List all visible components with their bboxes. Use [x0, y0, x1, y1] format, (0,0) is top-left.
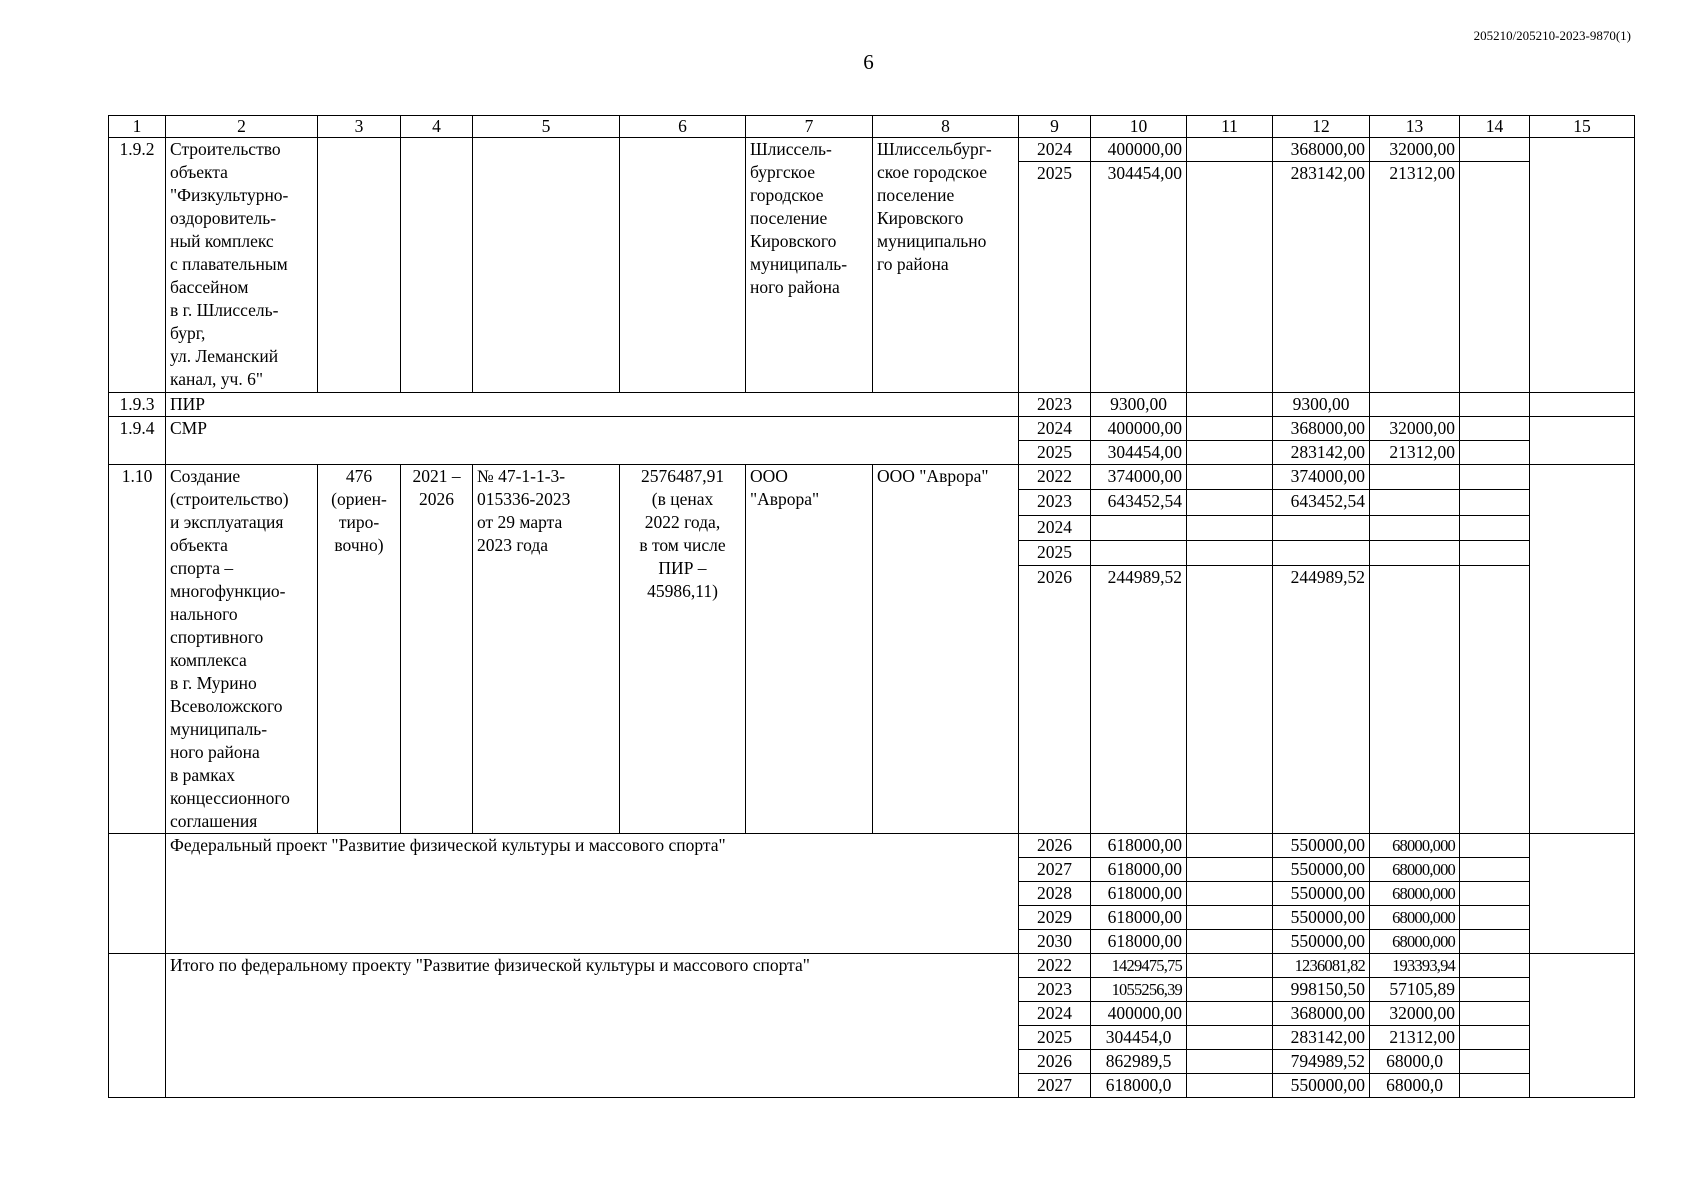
- year-cell: 2024: [1019, 515, 1091, 540]
- year-cell: 2024: [1019, 138, 1091, 162]
- year-cell: 2027: [1019, 1074, 1091, 1098]
- amount-total: 9300,00: [1091, 393, 1187, 417]
- cell: [1187, 834, 1273, 858]
- year-cell: 2025: [1019, 441, 1091, 465]
- amount-regional: 68000,000: [1370, 834, 1460, 858]
- cell: [1460, 1074, 1530, 1098]
- year-cell: 2023: [1019, 490, 1091, 515]
- estimated-cost: 2576487,91 (в ценах 2022 года, в том числе ПИР – 45986,11): [620, 465, 746, 834]
- amount-regional: 68000,000: [1370, 930, 1460, 954]
- amount-federal: 9300,00: [1273, 393, 1370, 417]
- amount-federal: 368000,00: [1273, 417, 1370, 441]
- cell: [1460, 1050, 1530, 1074]
- cell: [1187, 978, 1273, 1002]
- object-name: Создание (строительство) и эксплуатация объекта спорта – многофункцио- нального спортивного комплекса в г. Мурино Всеволожского муниципаль- ного района в рамках концессионного соглашения: [166, 465, 318, 834]
- cell: [1530, 393, 1635, 417]
- cell: [109, 954, 166, 1098]
- amount-federal: 550000,00: [1273, 930, 1370, 954]
- table-row: [109, 465, 1635, 490]
- row-number: 1.9.4: [109, 417, 166, 465]
- stage-name: ПИР: [166, 393, 1019, 417]
- cell: [1460, 930, 1530, 954]
- amount-regional: 32000,00: [1370, 138, 1460, 162]
- col-header: 13: [1370, 116, 1460, 138]
- year-cell: 2023: [1019, 978, 1091, 1002]
- year-cell: 2026: [1019, 1050, 1091, 1074]
- table-row: [109, 393, 1635, 417]
- row-number: 1.9.2: [109, 138, 166, 393]
- cell: [1460, 858, 1530, 882]
- row-number: 1.9.3: [109, 393, 166, 417]
- cell: [1187, 954, 1273, 978]
- cell: [1187, 393, 1273, 417]
- amount-total: 618000,00: [1091, 930, 1187, 954]
- amount-regional: [1370, 566, 1460, 834]
- cell: [1460, 441, 1530, 465]
- column-header-row: [109, 116, 1635, 138]
- amount-total: 400000,00: [1091, 138, 1187, 162]
- construction-period: 2021 – 2026: [401, 465, 473, 834]
- amount-total: 618000,00: [1091, 882, 1187, 906]
- amount-federal: 368000,00: [1273, 1002, 1370, 1026]
- cell: [1530, 417, 1635, 465]
- amount-regional: 32000,00: [1370, 417, 1460, 441]
- expertise-conclusion: № 47-1-1-3- 015336-2023 от 29 марта 2023 года: [473, 465, 620, 834]
- cell: [1187, 417, 1273, 441]
- cell: [1530, 138, 1635, 393]
- cell: [620, 138, 746, 393]
- amount-federal: 550000,00: [1273, 834, 1370, 858]
- amount-total: [1091, 515, 1187, 540]
- amount-federal: 368000,00: [1273, 138, 1370, 162]
- cell: [1460, 540, 1530, 565]
- year-cell: 2027: [1019, 858, 1091, 882]
- amount-total: 400000,00: [1091, 1002, 1187, 1026]
- cell: [1460, 490, 1530, 515]
- cell: [1187, 138, 1273, 162]
- amount-federal: 550000,00: [1273, 882, 1370, 906]
- amount-regional: [1370, 515, 1460, 540]
- cell: [1187, 465, 1273, 490]
- cell: [1530, 954, 1635, 1098]
- year-cell: 2029: [1019, 906, 1091, 930]
- cell: [1530, 465, 1635, 834]
- amount-regional: [1370, 465, 1460, 490]
- amount-federal: 550000,00: [1273, 906, 1370, 930]
- amount-regional: 21312,00: [1370, 441, 1460, 465]
- funding-table: [108, 115, 1635, 1098]
- row-number: 1.10: [109, 465, 166, 834]
- cell: [1187, 490, 1273, 515]
- cell: [109, 834, 166, 954]
- amount-federal: 244989,52: [1273, 566, 1370, 834]
- year-cell: 2030: [1019, 930, 1091, 954]
- stage-name: СМР: [166, 417, 1019, 465]
- year-cell: 2023: [1019, 393, 1091, 417]
- year-cell: 2026: [1019, 834, 1091, 858]
- year-cell: 2025: [1019, 162, 1091, 393]
- cell: [1187, 882, 1273, 906]
- amount-total: 304454,0: [1091, 1026, 1187, 1050]
- col-header: 6: [620, 116, 746, 138]
- capacity: 476 (ориен- тиро- вочно): [318, 465, 401, 834]
- cell: [1187, 441, 1273, 465]
- cell: [1187, 540, 1273, 565]
- col-header: 1: [109, 116, 166, 138]
- amount-federal: [1273, 515, 1370, 540]
- col-header: 7: [746, 116, 873, 138]
- cell: [1460, 566, 1530, 834]
- cell: [1460, 465, 1530, 490]
- amount-regional: 21312,00: [1370, 1026, 1460, 1050]
- cell: [1460, 1026, 1530, 1050]
- amount-federal: 1236081,82: [1273, 954, 1370, 978]
- amount-regional: [1370, 490, 1460, 515]
- cell: [1460, 882, 1530, 906]
- amount-regional: 21312,00: [1370, 162, 1460, 393]
- amount-total: 862989,5: [1091, 1050, 1187, 1074]
- amount-total: 374000,00: [1091, 465, 1187, 490]
- amount-total: 244989,52: [1091, 566, 1187, 834]
- col-header: 14: [1460, 116, 1530, 138]
- cell: [1187, 515, 1273, 540]
- cell: [1460, 834, 1530, 858]
- amount-total: 643452,54: [1091, 490, 1187, 515]
- cell: [1460, 906, 1530, 930]
- cell: [401, 138, 473, 393]
- year-cell: 2024: [1019, 417, 1091, 441]
- cell: [1187, 162, 1273, 393]
- cell: [473, 138, 620, 393]
- cell: [1460, 954, 1530, 978]
- amount-regional: 68000,0: [1370, 1074, 1460, 1098]
- cell: [1187, 906, 1273, 930]
- amount-federal: [1273, 540, 1370, 565]
- cell: [1187, 1074, 1273, 1098]
- amount-regional: 68000,0: [1370, 1050, 1460, 1074]
- amount-regional: 68000,000: [1370, 858, 1460, 882]
- cell: [1460, 162, 1530, 393]
- amount-federal: 794989,52: [1273, 1050, 1370, 1074]
- amount-total: 618000,00: [1091, 834, 1187, 858]
- amount-federal: 643452,54: [1273, 490, 1370, 515]
- table-row: [109, 417, 1635, 441]
- amount-regional: 32000,00: [1370, 1002, 1460, 1026]
- amount-total: 304454,00: [1091, 162, 1187, 393]
- cell: [1530, 834, 1635, 954]
- cell: [318, 138, 401, 393]
- cell: [1460, 1002, 1530, 1026]
- object-name: Строительство объекта "Физкультурно- оздоровитель- ный комплекс с плавательным бассейном в г. Шлиссель- бург, ул. Леманский канал, уч. 6": [166, 138, 318, 393]
- col-header: 8: [873, 116, 1019, 138]
- document-id: 205210/205210-2023-9870(1): [1473, 28, 1631, 43]
- table-row: [109, 954, 1635, 978]
- col-header: 5: [473, 116, 620, 138]
- table-row: [109, 834, 1635, 858]
- cell: [1460, 393, 1530, 417]
- col-header: 12: [1273, 116, 1370, 138]
- amount-regional: 193393,94: [1370, 954, 1460, 978]
- col-header: 11: [1187, 116, 1273, 138]
- year-cell: 2026: [1019, 566, 1091, 834]
- amount-regional: [1370, 393, 1460, 417]
- amount-federal: 550000,00: [1273, 1074, 1370, 1098]
- cell: [1460, 417, 1530, 441]
- amount-total: 400000,00: [1091, 417, 1187, 441]
- recipient: ООО "Аврора": [873, 465, 1019, 834]
- year-cell: 2022: [1019, 465, 1091, 490]
- amount-regional: 57105,89: [1370, 978, 1460, 1002]
- col-header: 4: [401, 116, 473, 138]
- cell: [1460, 978, 1530, 1002]
- customer: ООО "Аврора": [746, 465, 873, 834]
- amount-total: 1429475,75: [1091, 954, 1187, 978]
- amount-regional: 68000,000: [1370, 882, 1460, 906]
- amount-total: 618000,00: [1091, 858, 1187, 882]
- amount-regional: 68000,000: [1370, 906, 1460, 930]
- year-cell: 2025: [1019, 540, 1091, 565]
- cell: [1460, 515, 1530, 540]
- recipient: Шлиссельбург- ское городское поселение Кировского муниципально го района: [873, 138, 1019, 393]
- amount-total: 304454,00: [1091, 441, 1187, 465]
- year-cell: 2025: [1019, 1026, 1091, 1050]
- cell: [1460, 138, 1530, 162]
- cell: [1187, 930, 1273, 954]
- page-number: 6: [863, 50, 874, 74]
- year-cell: 2024: [1019, 1002, 1091, 1026]
- amount-federal: 374000,00: [1273, 465, 1370, 490]
- amount-federal: 283142,00: [1273, 162, 1370, 393]
- federal-project-title: Федеральный проект "Развитие физической культуры и массового спорта": [166, 834, 1019, 954]
- amount-regional: [1370, 540, 1460, 565]
- customer: Шлиссель- бургское городское поселение Кировского муниципаль- ного района: [746, 138, 873, 393]
- amount-total: 618000,00: [1091, 906, 1187, 930]
- total-title: Итого по федеральному проекту "Развитие физической культуры и массового спорта": [166, 954, 1019, 1098]
- col-header: 9: [1019, 116, 1091, 138]
- col-header: 2: [166, 116, 318, 138]
- cell: [1187, 1050, 1273, 1074]
- year-cell: 2028: [1019, 882, 1091, 906]
- amount-federal: 998150,50: [1273, 978, 1370, 1002]
- col-header: 15: [1530, 116, 1635, 138]
- year-cell: 2022: [1019, 954, 1091, 978]
- amount-total: [1091, 540, 1187, 565]
- cell: [1187, 1026, 1273, 1050]
- cell: [1187, 858, 1273, 882]
- cell: [1187, 566, 1273, 834]
- col-header: 3: [318, 116, 401, 138]
- col-header: 10: [1091, 116, 1187, 138]
- amount-total: 1055256,39: [1091, 978, 1187, 1002]
- table-row: [109, 138, 1635, 162]
- amount-federal: 550000,00: [1273, 858, 1370, 882]
- cell: [1187, 1002, 1273, 1026]
- amount-total: 618000,0: [1091, 1074, 1187, 1098]
- amount-federal: 283142,00: [1273, 1026, 1370, 1050]
- amount-federal: 283142,00: [1273, 441, 1370, 465]
